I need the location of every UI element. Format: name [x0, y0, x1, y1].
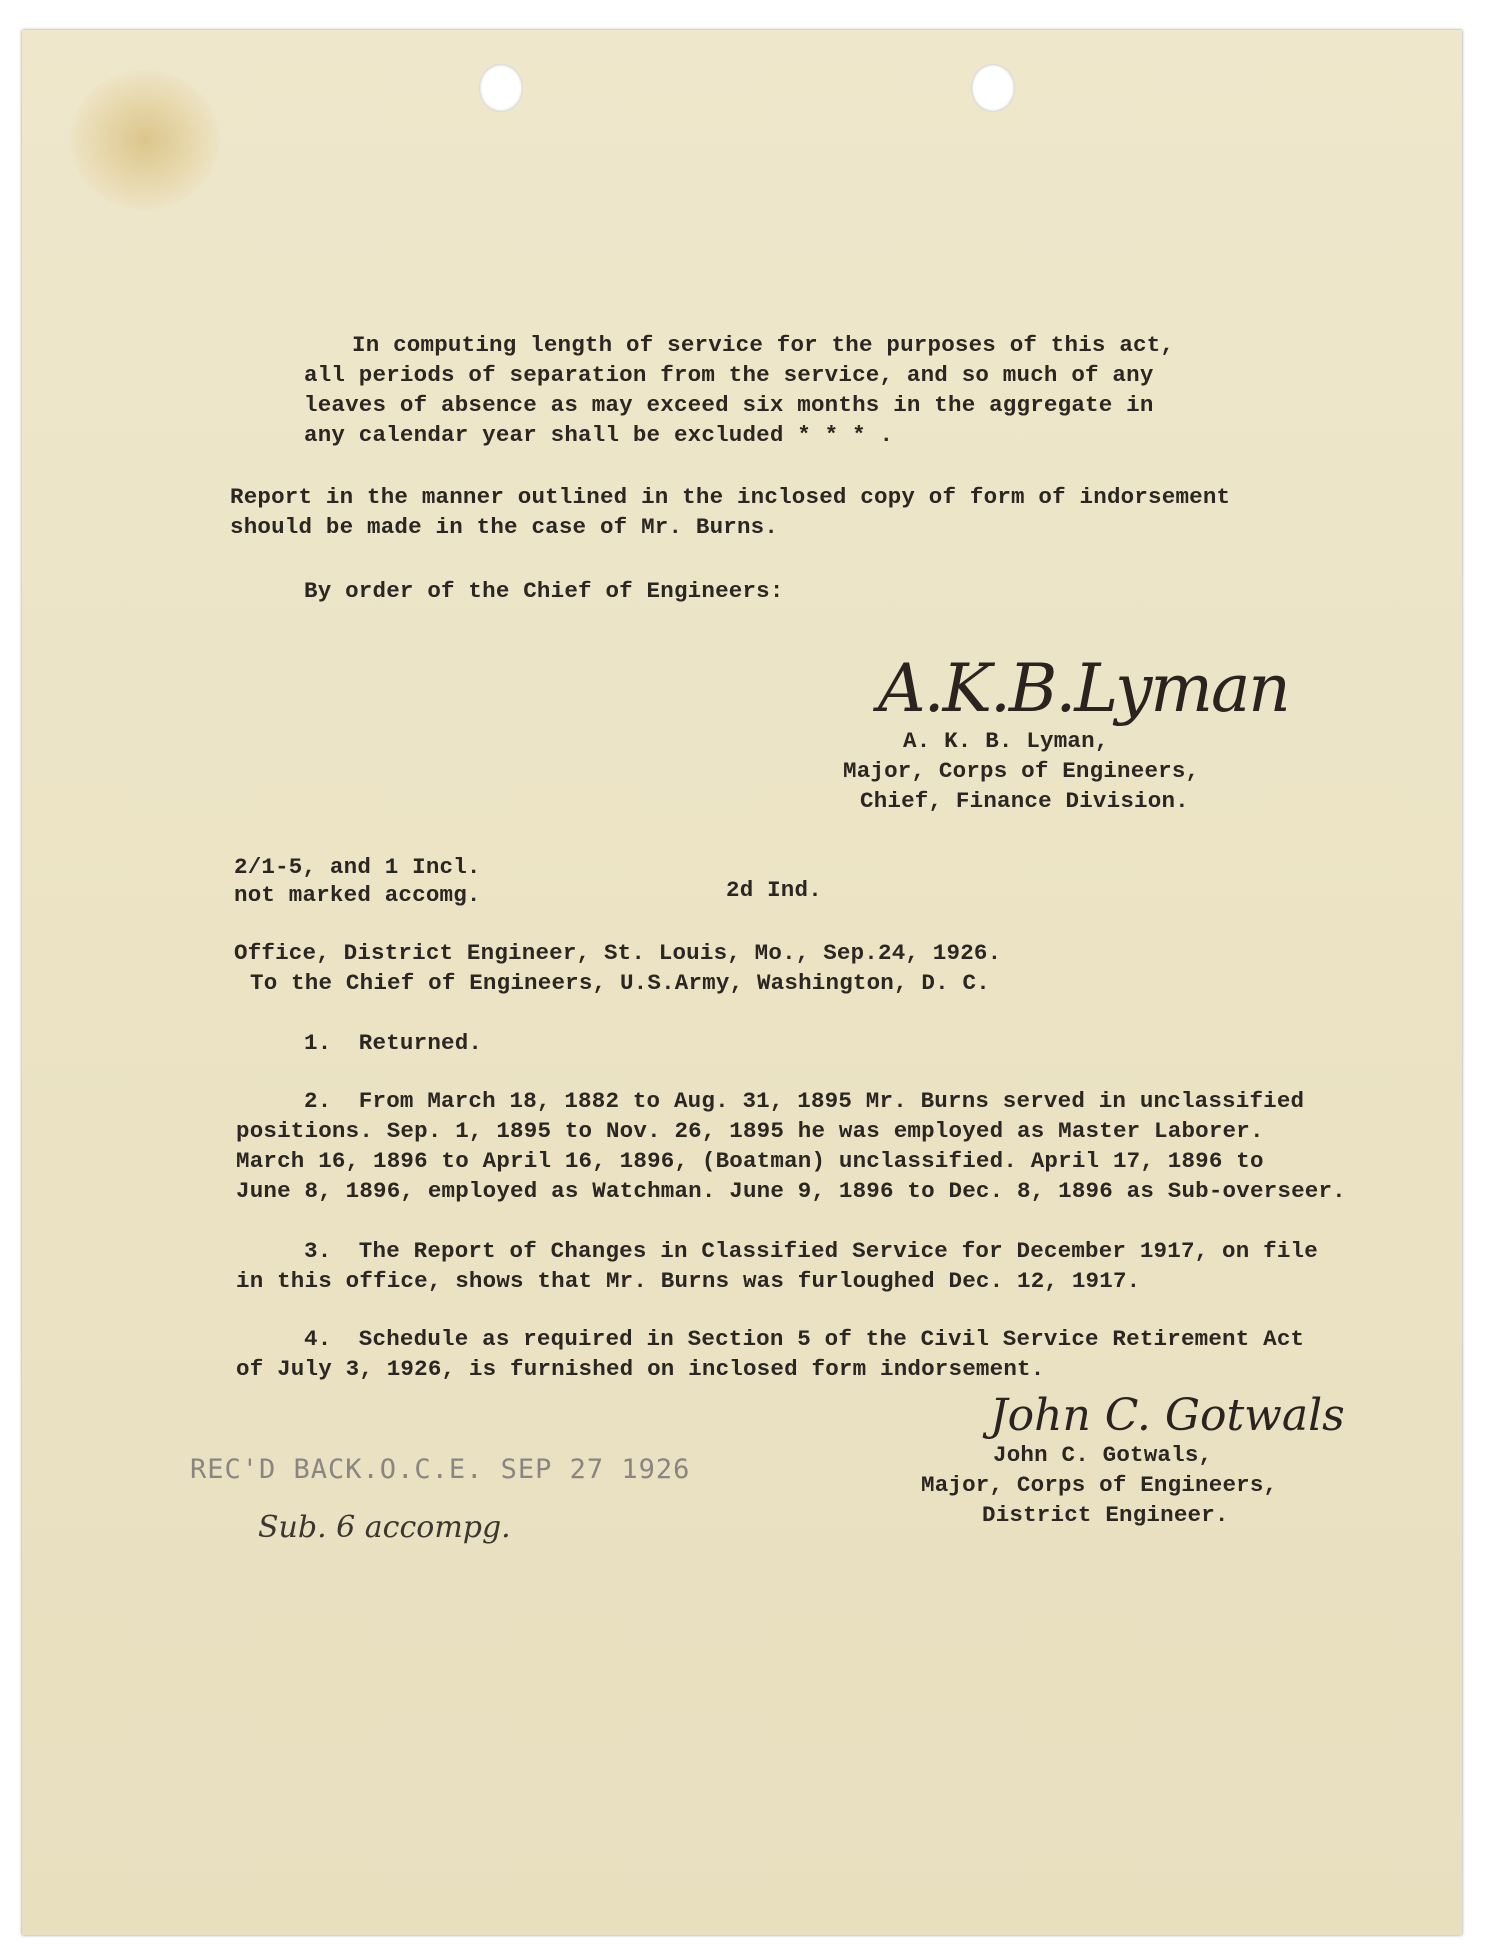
- order-line: By order of the Chief of Engineers:: [304, 578, 784, 604]
- handwritten-note: Sub. 6 accompg.: [258, 1510, 511, 1545]
- signer1-name: A. K. B. Lyman,: [903, 728, 1109, 754]
- signature-gotwals: John C. Gotwals: [990, 1390, 1345, 1441]
- paragraph-2-line-4: June 8, 1896, employed as Watchman. June 9, 1896 to Dec. 8, 1896 as Sub-overseer.: [236, 1178, 1346, 1204]
- enclosure-line-1: 2/1-5, and 1 Incl.: [234, 854, 481, 880]
- report-line-2: should be made in the case of Mr. Burns.: [230, 514, 779, 540]
- punch-hole-right: [971, 64, 1015, 112]
- quote-line-2: all periods of separation from the service, and so much of any: [304, 362, 1154, 388]
- paragraph-4-line-1: 4. Schedule as required in Section 5 of the Civil Service Retirement Act: [304, 1326, 1305, 1352]
- enclosure-line-2: not marked accomg.: [234, 882, 481, 908]
- quote-line-4: any calendar year shall be excluded * * * .: [304, 422, 894, 448]
- signer1-title-2: Chief, Finance Division.: [860, 788, 1189, 814]
- report-line-1: Report in the manner outlined in the inclosed copy of form of indorsement: [230, 484, 1231, 510]
- paragraph-3-line-1: 3. The Report of Changes in Classified Service for December 1917, on file: [304, 1238, 1318, 1264]
- signer1-title-1: Major, Corps of Engineers,: [843, 758, 1200, 784]
- quote-line-1: In computing length of service for the purposes of this act,: [352, 332, 1175, 358]
- paragraph-1: 1. Returned.: [304, 1030, 483, 1056]
- paragraph-4-line-2: of July 3, 1926, is furnished on inclosed form indorsement.: [236, 1356, 1045, 1382]
- quote-line-3: leaves of absence as may exceed six months in the aggregate in: [304, 392, 1154, 418]
- indorsement-number: 2d Ind.: [726, 877, 822, 903]
- signer2-title-2: District Engineer.: [982, 1502, 1229, 1528]
- paragraph-2-line-1: 2. From March 18, 1882 to Aug. 31, 1895 Mr. Burns served in unclassified: [304, 1088, 1305, 1114]
- office-line-1: Office, District Engineer, St. Louis, Mo., Sep.24, 1926.: [234, 940, 1002, 966]
- received-stamp: REC'D BACK.O.C.E. SEP 27 1926: [190, 1454, 691, 1485]
- paragraph-2-line-2: positions. Sep. 1, 1895 to Nov. 26, 1895 he was employed as Master Laborer.: [236, 1118, 1264, 1144]
- water-stain: [70, 70, 220, 210]
- signer2-name: John C. Gotwals,: [993, 1442, 1213, 1468]
- signature-lyman: A.K.B.Lyman: [878, 650, 1289, 727]
- punch-hole-left: [479, 64, 523, 112]
- paragraph-3-line-2: in this office, shows that Mr. Burns was furloughed Dec. 12, 1917.: [236, 1268, 1141, 1294]
- paragraph-2-line-3: March 16, 1896 to April 16, 1896, (Boatman) unclassified. April 17, 1896 to: [236, 1148, 1264, 1174]
- signer2-title-1: Major, Corps of Engineers,: [921, 1472, 1278, 1498]
- office-line-2: To the Chief of Engineers, U.S.Army, Washington, D. C.: [250, 970, 990, 996]
